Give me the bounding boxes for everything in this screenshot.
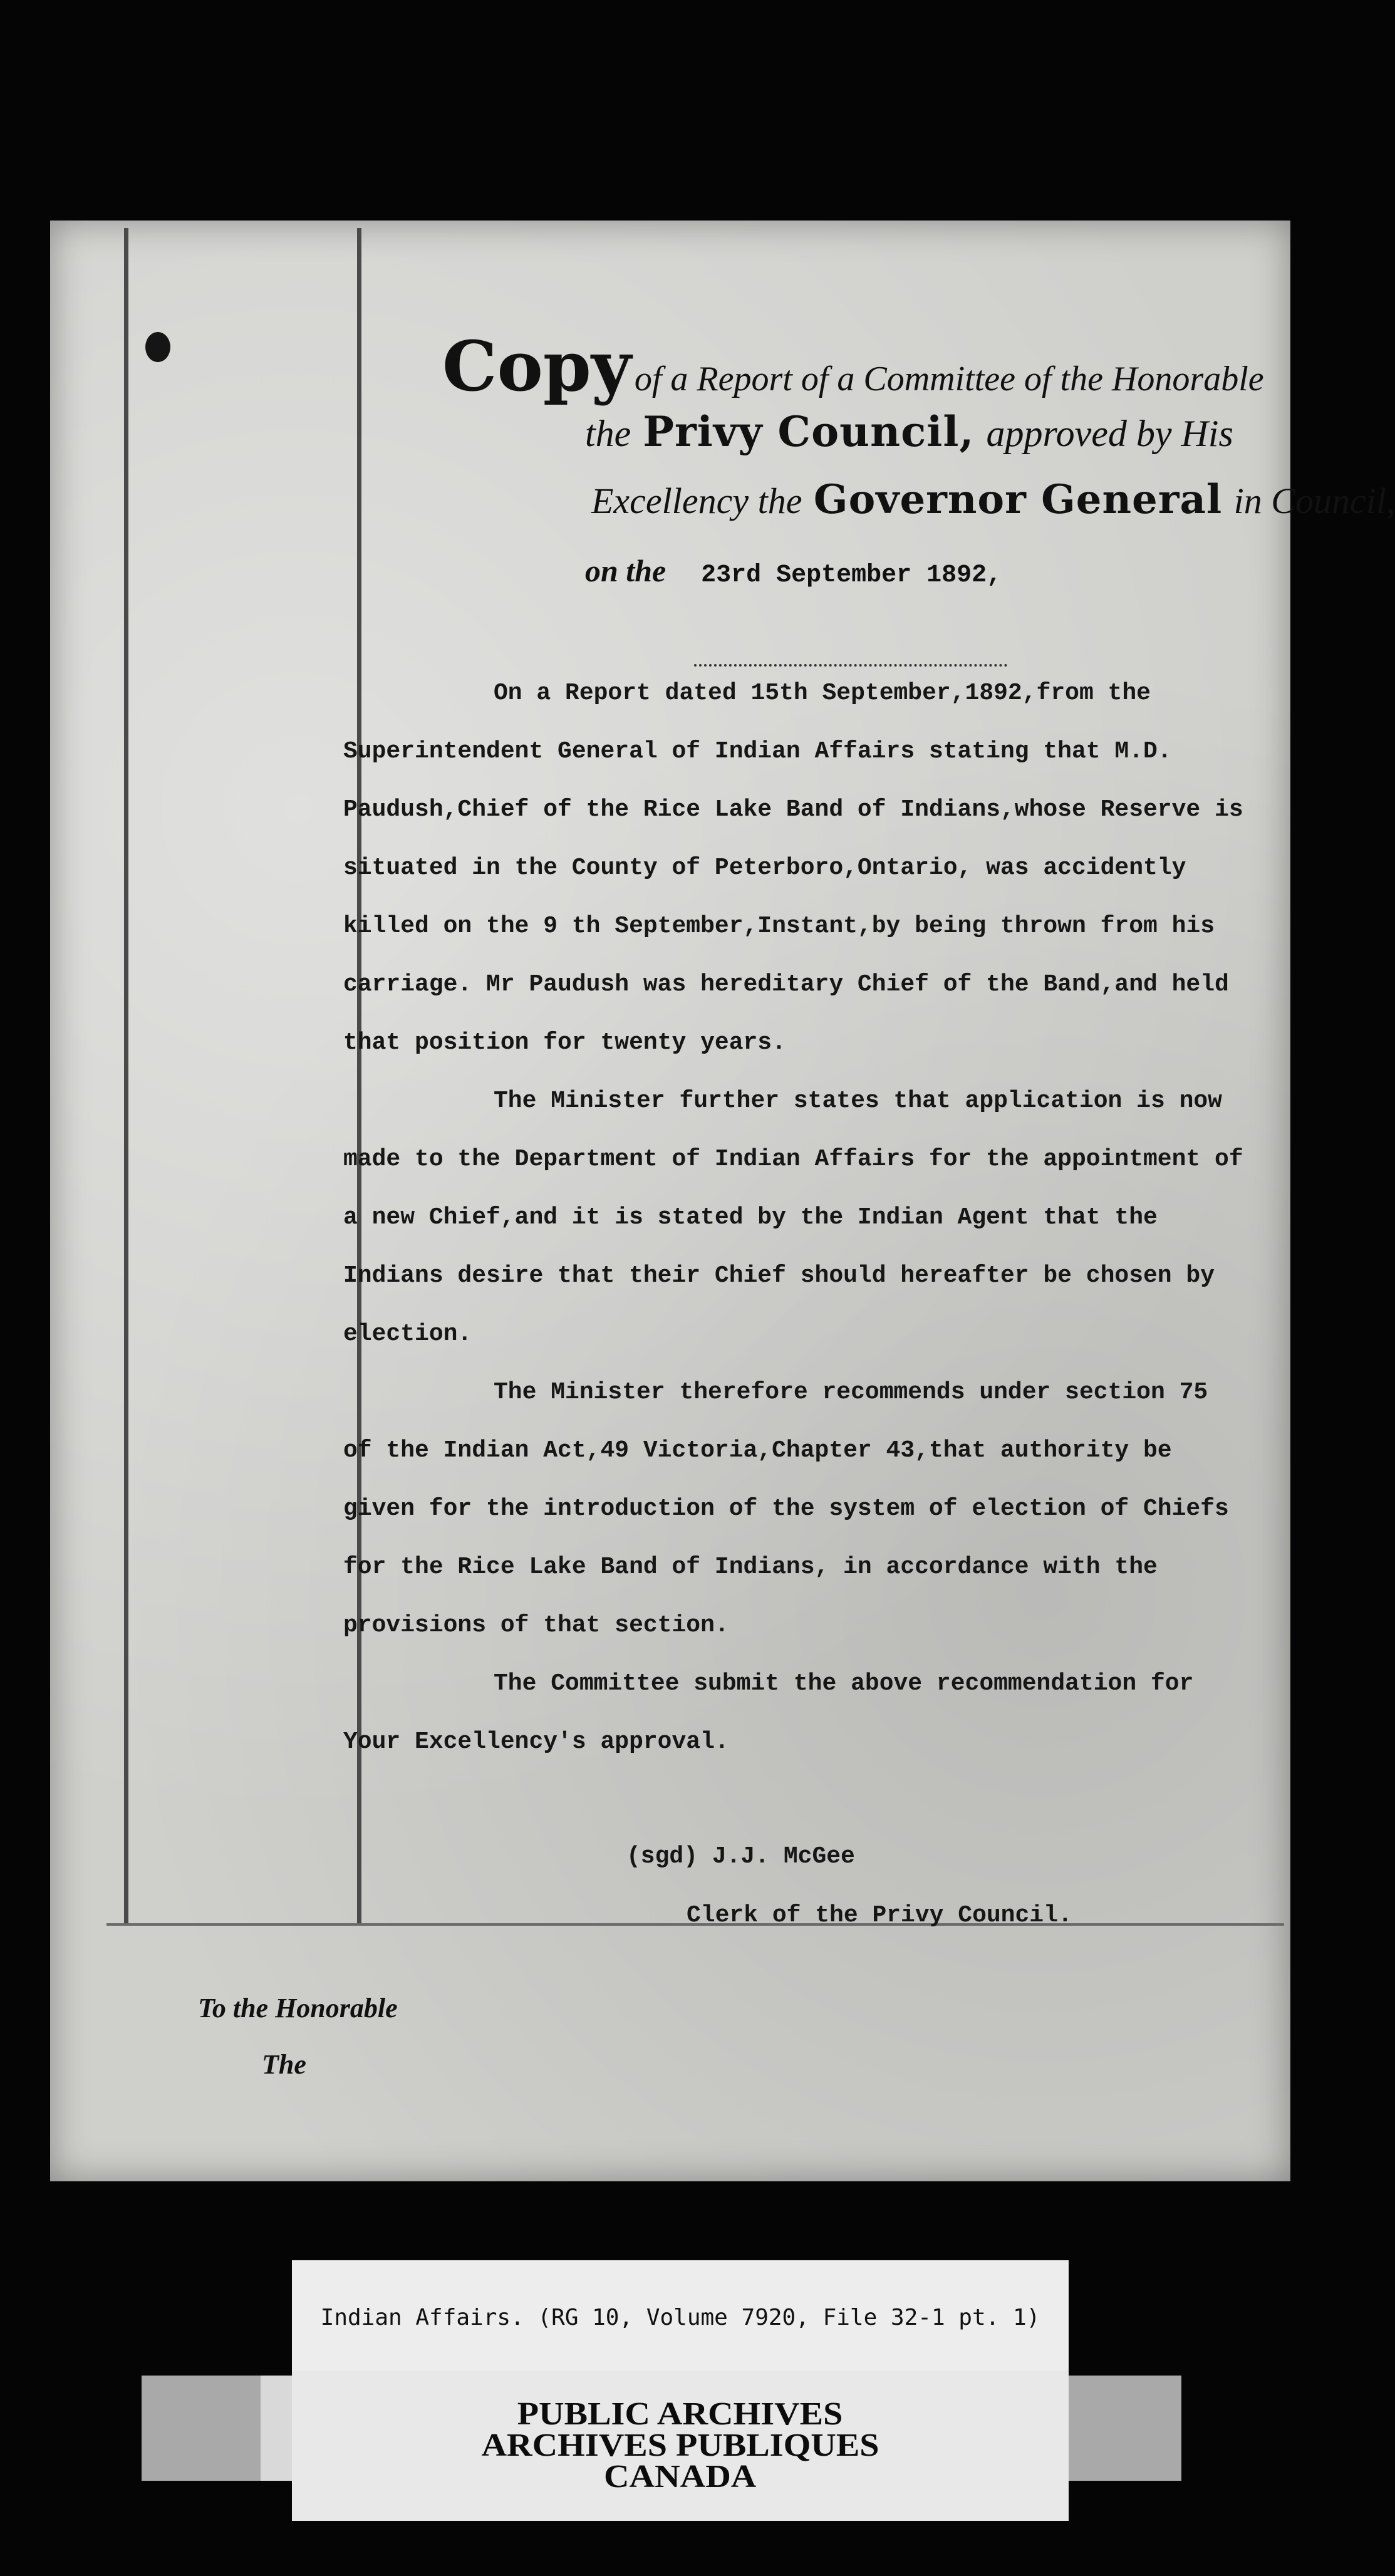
privy-council-gothic: Privy Council,	[643, 407, 975, 456]
paragraph-4: The Committee submit the above recommendation for Your Excellency's approval.	[343, 1670, 1194, 1755]
header-excellency: Excellency the	[591, 480, 802, 521]
reference-text: Indian Affairs. (RG 10, Volume 7920, File 32-1 pt. 1)	[320, 2304, 1040, 2330]
report-body	[343, 664, 1245, 1771]
header-line-3	[591, 476, 1395, 523]
header-approved: approved by His	[986, 413, 1233, 454]
ink-blot	[145, 332, 170, 362]
addressee-line-1: To the Honorable	[198, 1993, 398, 2023]
paragraph-1: On a Report dated 15th September,1892,from the Superintendent General of Indian Affairs stating that M.D. Paudush,Chief of the Rice Lake Band of Indians,whose Reserve is situated in the County of Peterboro,Ontario, was accidently killed on the 9 th September,Instant,by being thrown from his carriage. Mr Paudush was hereditary Chief of the Band,and held that position for twenty years.	[343, 680, 1243, 1056]
governor-general-gothic: Governor General	[813, 476, 1223, 523]
header-line-1	[442, 326, 1264, 407]
header-line-4	[585, 553, 1002, 589]
paragraph-2: The Minister further states that application is now made to the Department of Indian Affairs for the appointment of a new Chief,and it is stated by the Indian Agent that the Indians desire that their Chief should hereafter be chosen by election.	[343, 1088, 1243, 1348]
paragraph-3: The Minister therefore recommends under section 75 of the Indian Act,49 Victoria,Chapter 43,that authority be given for the introduction of the system of election of Chiefs for the Rice Lake Band of Indians, in accordance with the provisions of that section.	[343, 1379, 1229, 1639]
header-on-the: on the	[585, 553, 666, 588]
reference-label	[292, 2260, 1069, 2374]
header-line-2	[585, 407, 1233, 456]
signer-title: Clerk of the Privy Council.	[687, 1902, 1072, 1929]
archives-stamp	[292, 2371, 1069, 2521]
signed-name: (sgd) J.J. McGee	[626, 1843, 855, 1870]
header-script-1: of a Report of a Committee of the Honorable	[634, 360, 1264, 398]
header-date: 23rd September 1892,	[701, 561, 1002, 589]
stamp-line-3: CANADA	[604, 2459, 757, 2495]
stamp-line-2: ARCHIVES PUBLIQUES	[481, 2428, 879, 2463]
stamp-line-1: PUBLIC ARCHIVES	[517, 2396, 843, 2432]
header-in-council: in Council,	[1233, 480, 1395, 521]
header-the: the	[585, 413, 631, 454]
margin-rule-left	[124, 228, 128, 1926]
addressee-line-2: The	[262, 2049, 306, 2080]
copy-heading: Copy	[442, 326, 631, 407]
